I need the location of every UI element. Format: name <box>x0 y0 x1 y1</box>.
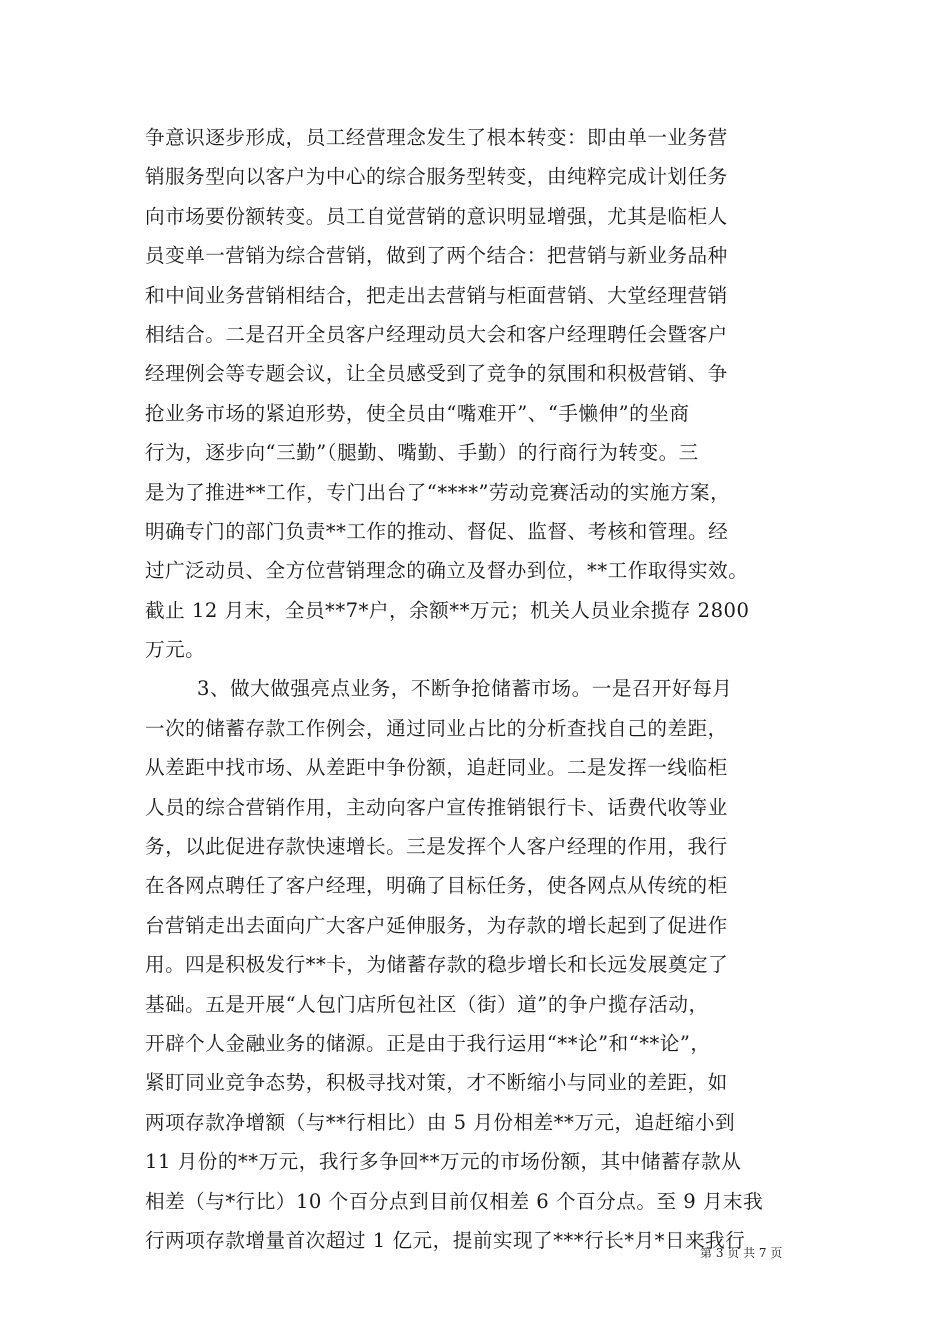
text-line: 员变单一营销为综合营销，做到了两个结合：把营销与新业务品种 <box>145 244 728 268</box>
text-line: 务，以此促进存款快速增长。三是发挥个人客户经理的作用，我行 <box>145 835 728 859</box>
text-line: 台营销走出去面向广大客户延伸服务，为存款的增长起到了促进作 <box>145 913 728 937</box>
text-line: 是为了推进**工作，专门出台了“****”劳动竞赛活动的实施方案， <box>145 480 731 504</box>
document-body <box>145 118 807 1260</box>
text-line: 万元。 <box>145 638 206 662</box>
paragraph-start-line: 3、做大做强亮点业务，不断争抢储蓄市场。一是召开好每月 <box>197 677 733 701</box>
page-number-footer: 第 3 页 共 7 页 <box>700 1246 783 1260</box>
text-line: 销服务型向以客户为中心的综合服务型转变，由纯粹完成计划任务 <box>145 165 728 189</box>
text-line: 两项存款净增额（与**行相比）由 5 月份相差**万元，追赶缩小到 <box>145 1110 736 1134</box>
text-line: 经理例会等专题会议，让全员感受到了竞争的氛围和积极营销、争 <box>145 362 728 386</box>
text-line: 过广泛动员、全方位营销理念的确立及督办到位，**工作取得实效。 <box>145 559 749 583</box>
text-line: 抢业务市场的紧迫形势，使全员由“嘴难开”、“手懒伸”的坐商 <box>145 401 690 425</box>
text-line: 用。四是积极发行**卡，为储蓄存款的稳步增长和长远发展奠定了 <box>145 953 729 977</box>
text-line: 在各网点聘任了客户经理，明确了目标任务，使各网点从传统的柜 <box>145 874 728 898</box>
text-line: 和中间业务营销相结合，把走出去营销与柜面营销、大堂经理营销 <box>145 283 728 307</box>
text-line: 争意识逐步形成，员工经营理念发生了根本转变：即由单一业务营 <box>145 126 728 149</box>
text-line: 向市场要份额转变。员工自觉营销的意识明显增强，尤其是临柜人 <box>145 204 728 228</box>
text-line: 行两项存款增量首次超过 1 亿元，提前实现了***行长*月*日来我行 <box>145 1228 746 1252</box>
text-line: 相差（与*行比）10 个百分点到目前仅相差 6 个百分点。至 9 月末我 <box>145 1189 764 1213</box>
text-line: 明确专门的部门负责**工作的推动、督促、监督、考核和管理。经 <box>145 519 729 543</box>
text-line: 行为，逐步向“三勤”（腿勤、嘴勤、手勤）的行商行为转变。三 <box>145 441 699 465</box>
text-line: 人员的综合营销作用，主动向客户宣传推销银行卡、话费代收等业 <box>145 795 728 819</box>
text-line: 截止 12 月末，全员**7*户，余额**万元；机关人员业余揽存 2800 <box>145 598 750 622</box>
text-line: 从差距中找市场、从差距中争份额，追赶同业。二是发挥一线临柜 <box>145 756 728 780</box>
text-line: 相结合。二是召开全员客户经理动员大会和客户经理聘任会暨客户 <box>145 322 728 346</box>
text-line: 开辟个人金融业务的储源。正是由于我行运用“**论”和“**论”， <box>145 1031 711 1055</box>
text-line: 一次的储蓄存款工作例会，通过同业占比的分析查找自己的差距， <box>145 716 728 740</box>
text-line: 紧盯同业竞争态势，积极寻找对策，才不断缩小与同业的差距，如 <box>145 1071 728 1095</box>
text-line: 基础。五是开展“人包门店所包社区（街）道”的争户揽存活动， <box>145 992 709 1016</box>
text-line: 11 月份的**万元，我行多争回**万元的市场份额，其中储蓄存款从 <box>145 1150 742 1174</box>
